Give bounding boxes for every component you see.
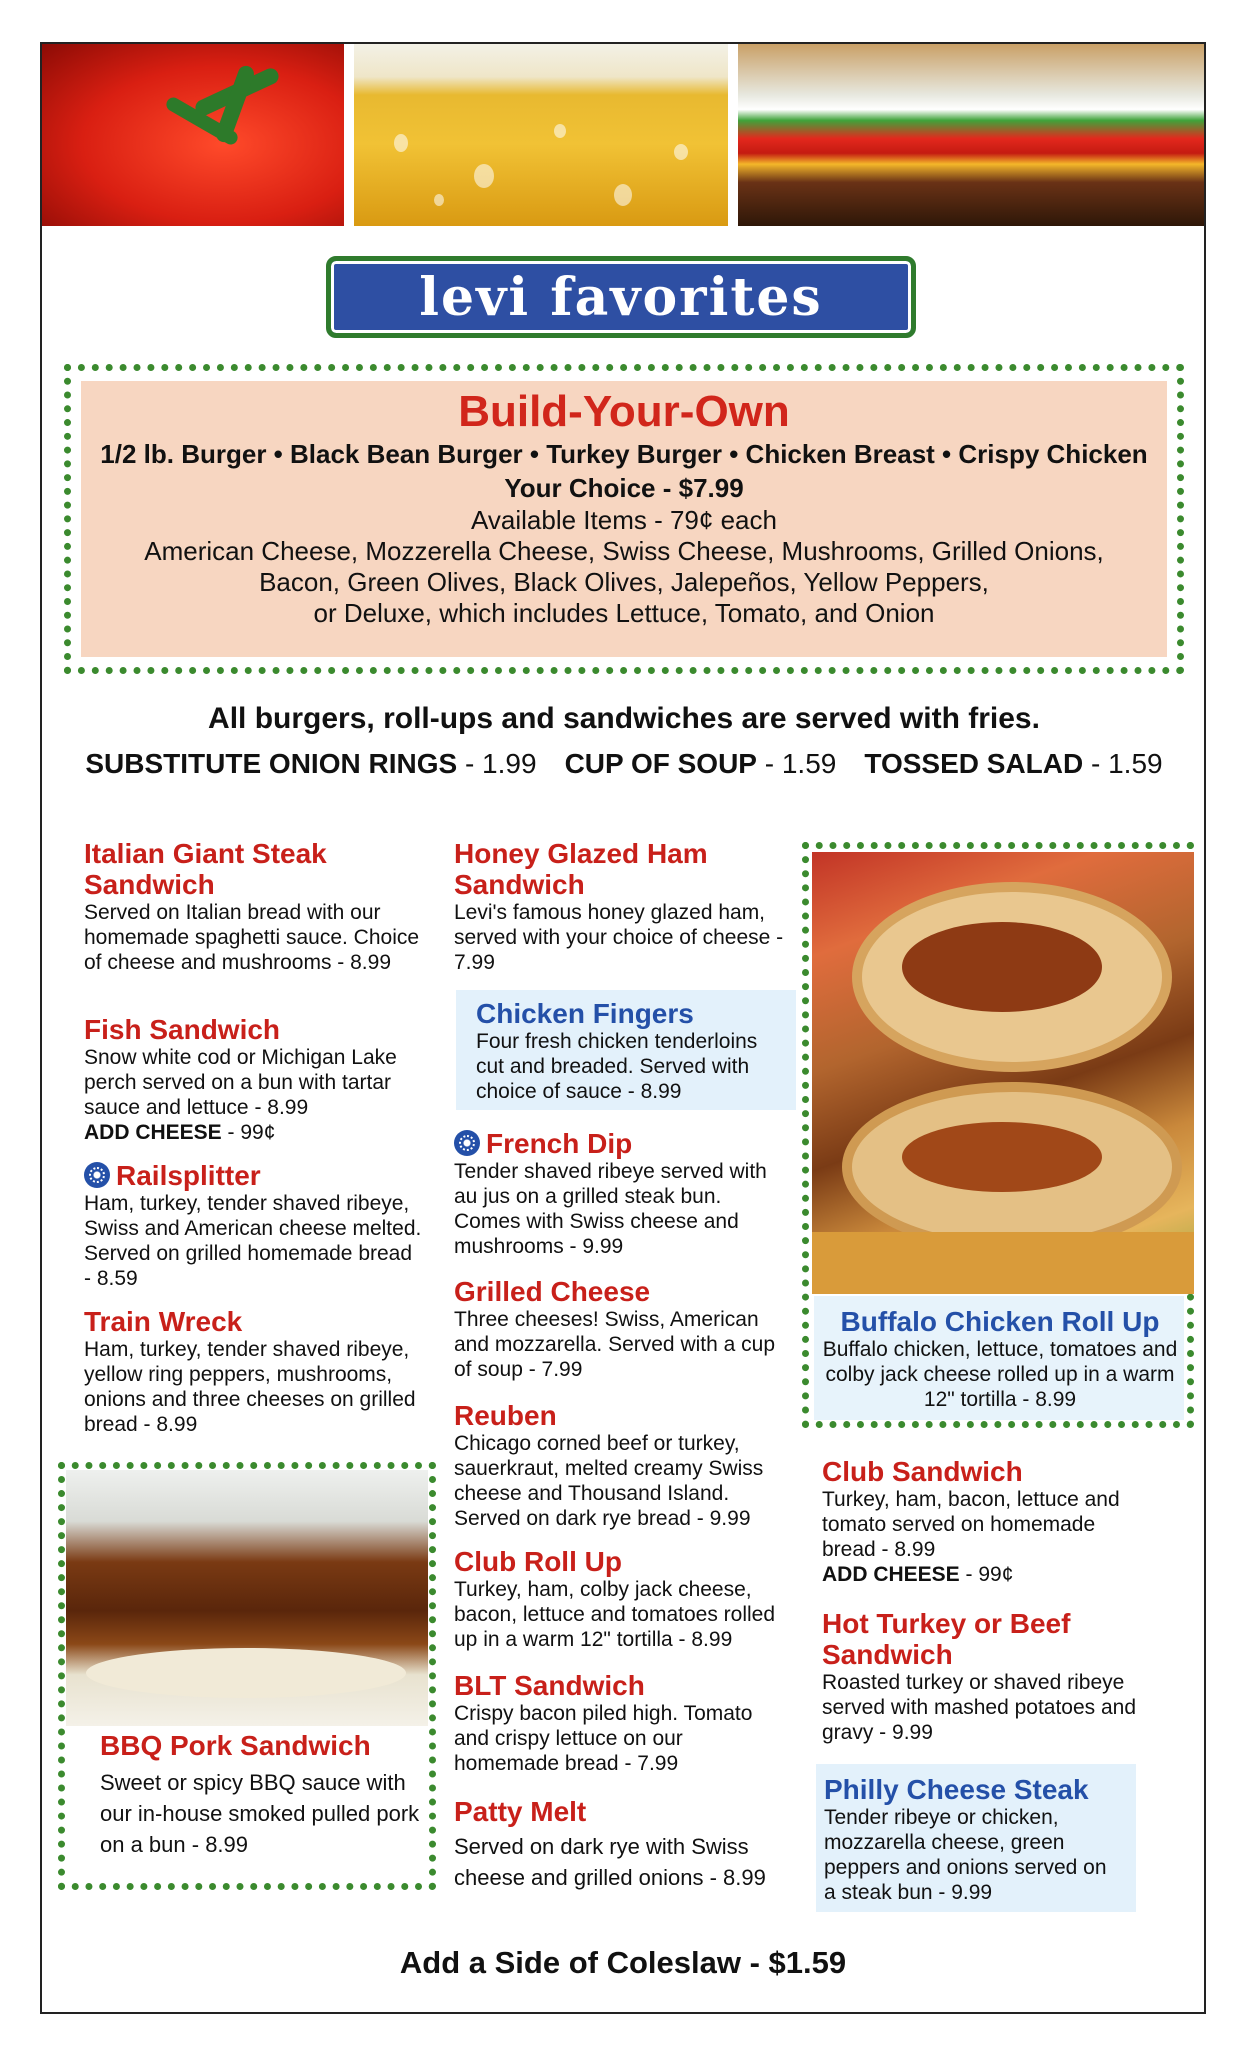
item-desc: Turkey, ham, colby jack cheese, bacon, lettuce and tomatoes rolled up in a warm 12" tortilla - 8.99 <box>454 1578 776 1651</box>
sides-headline: All burgers, roll-ups and sandwiches are served with fries. <box>208 702 1040 735</box>
byo-available: Available Items - 79¢ each <box>471 505 777 535</box>
item-name: Train Wreck <box>84 1306 243 1337</box>
banner-title: levi favorites <box>419 266 823 328</box>
menu-item-reuben <box>454 1400 784 1531</box>
item-name: Railsplitter <box>116 1160 261 1191</box>
item-name: Patty Melt <box>454 1796 587 1827</box>
addon-label: ADD CHEESE <box>822 1563 960 1586</box>
tomato-photo <box>42 44 344 226</box>
item-desc: Ham, turkey, tender shaved ribeye, Swiss and American cheese melted. Served on grilled homemade bread - 8.59 <box>84 1192 422 1290</box>
beer-photo <box>354 44 728 226</box>
build-your-own-box <box>64 364 1184 674</box>
item-name: Grilled Cheese <box>454 1276 651 1307</box>
byo-title: Build-Your-Own <box>458 387 790 436</box>
byo-price: Your Choice - $7.99 <box>504 473 744 503</box>
item-name: Club Roll Up <box>454 1546 622 1577</box>
item-name: Philly Cheese Steak <box>824 1774 1089 1805</box>
sides-substitutions <box>64 748 1184 780</box>
item-desc: Tender ribeye or chicken, mozzarella cheese, green peppers and onions served on a steak bun - 9.99 <box>824 1806 1107 1904</box>
menu-item-philly-cheese-steak <box>824 1774 1124 1905</box>
item-name: Reuben <box>454 1400 557 1431</box>
coleslaw-footer: Add a Side of Coleslaw - $1.59 <box>399 1945 847 1980</box>
item-name: Buffalo Chicken Roll Up <box>840 1306 1160 1337</box>
menu-item-train-wreck <box>84 1306 424 1437</box>
item-desc: Tender shaved ribeye served with au jus on a grilled steak bun. Comes with Swiss cheese and mushrooms - 9.99 <box>454 1160 767 1258</box>
item-name: BLT Sandwich <box>454 1670 645 1701</box>
item-desc: Crispy bacon piled high. Tomato and crispy lettuce on our homemade bread - 7.99 <box>454 1702 753 1775</box>
item-name: BBQ Pork Sandwich <box>100 1730 371 1761</box>
item-desc: Levi's famous honey glazed ham, served with your choice of cheese - 7.99 <box>454 901 784 974</box>
item-desc: Sweet or spicy BBQ sauce with our in-house smoked pulled pork on a bun - 8.99 <box>100 1770 420 1857</box>
buffalo-wrap-photo <box>812 852 1194 1294</box>
addon-price: - 99¢ <box>959 1563 1014 1586</box>
section-banner <box>326 256 916 338</box>
byo-toppings-1: American Cheese, Mozzerella Cheese, Swiss Cheese, Mushrooms, Grilled Onions, <box>144 536 1104 566</box>
item-desc: Three cheeses! Swiss, American and mozzarella. Served with a cup of soup - 7.99 <box>454 1308 775 1381</box>
item-desc: Four fresh chicken tenderloins cut and breaded. Served with choice of sauce - 8.99 <box>476 1030 758 1103</box>
item-name: Italian Giant Steak Sandwich <box>84 838 327 900</box>
item-desc: Served on Italian bread with our homemade spaghetti sauce. Choice of cheese and mushrooms - 8.99 <box>84 901 420 974</box>
menu-item-fish-sandwich <box>84 1014 424 1145</box>
item-desc: Turkey, ham, bacon, lettuce and tomato served on homemade bread - 8.99 <box>822 1488 1120 1561</box>
item-desc: Ham, turkey, tender shaved ribeye, yellow ring peppers, mushrooms, onions and three cheeses on grilled bread - 8.99 <box>84 1338 416 1436</box>
item-desc: Buffalo chicken, lettuce, tomatoes and colby jack cheese rolled up in a warm 12" tortilla - 8.99 <box>822 1338 1178 1411</box>
item-desc: Roasted turkey or shaved ribeye served with mashed potatoes and gravy - 9.99 <box>822 1671 1137 1744</box>
menu-item-hot-turkey-beef <box>822 1608 1152 1745</box>
item-name: Club Sandwich <box>822 1456 1023 1487</box>
salad-price: - 1.59 <box>1083 748 1163 779</box>
byo-toppings-2: Bacon, Green Olives, Black Olives, Jalepeños, Yellow Peppers, <box>259 567 989 597</box>
menu-item-chicken-fingers <box>476 998 786 1104</box>
menu-item-patty-melt <box>454 1796 774 1893</box>
menu-item-italian-steak <box>84 838 424 975</box>
item-desc: Snow white cod or Michigan Lake perch served on a bun with tartar sauce and lettuce - 8.99 <box>84 1046 397 1119</box>
addon-label: ADD CHEESE <box>84 1121 222 1144</box>
signature-badge-icon <box>454 1130 480 1156</box>
menu-item-grilled-cheese <box>454 1276 784 1382</box>
soup-price: - 1.59 <box>756 748 837 779</box>
byo-toppings-3: or Deluxe, which includes Lettuce, Tomato, and Onion <box>313 598 935 628</box>
soup-label: CUP OF SOUP <box>564 748 757 779</box>
menu-item-french-dip <box>454 1128 784 1259</box>
menu-item-bbq-pork <box>100 1730 420 1860</box>
menu-item-club-roll-up <box>454 1546 794 1652</box>
item-name: Fish Sandwich <box>84 1014 281 1045</box>
item-name: Honey Glazed Ham Sandwich <box>454 838 708 900</box>
item-name: Hot Turkey or Beef Sandwich <box>822 1608 1071 1670</box>
burger-photo <box>738 44 1204 226</box>
menu-item-club-sandwich <box>822 1456 1152 1587</box>
menu-item-blt <box>454 1670 784 1776</box>
addon-price: - 99¢ <box>221 1121 276 1144</box>
signature-badge-icon <box>84 1162 110 1188</box>
item-desc: Chicago corned beef or turkey, sauerkraut, melted creamy Swiss cheese and Thousand Island. Served on dark rye bread - 9.99 <box>454 1432 764 1530</box>
onion-rings-label: SUBSTITUTE ONION RINGS <box>85 748 458 779</box>
salad-label: TOSSED SALAD <box>864 748 1084 779</box>
menu-item-honey-ham <box>454 838 784 975</box>
menu-item-railsplitter <box>84 1160 424 1291</box>
item-desc: Served on dark rye with Swiss cheese and grilled onions - 8.99 <box>454 1834 766 1890</box>
menu-item-buffalo-roll-up <box>820 1306 1180 1412</box>
bbq-pork-photo <box>66 1470 428 1726</box>
byo-options: 1/2 lb. Burger • Black Bean Burger • Turkey Burger • Chicken Breast • Crispy Chicken <box>100 439 1148 469</box>
item-name: French Dip <box>486 1128 633 1159</box>
item-name: Chicken Fingers <box>476 998 694 1029</box>
onion-rings-price: - 1.99 <box>457 748 537 779</box>
